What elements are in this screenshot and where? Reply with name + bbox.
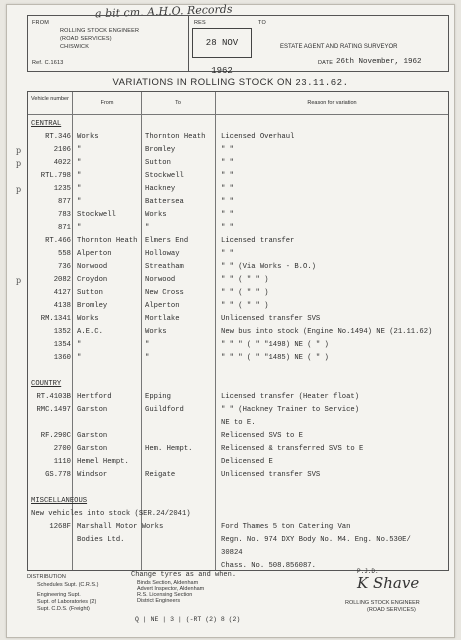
margin-tick: p (16, 276, 22, 285)
footer (27, 568, 447, 632)
reason-cell: New bus into stock (Engine No.1494) NE (21.11.62) (221, 328, 433, 336)
document-page (6, 4, 455, 638)
mid-line: R.S. Licensing Section (137, 592, 193, 598)
to-cell: Holloway (145, 250, 180, 258)
table-row (28, 287, 448, 300)
vehicle-cell: RT.4103B (36, 393, 71, 401)
reason-cell: Relicensed SVS to E (221, 432, 303, 440)
vehicle-cell: CENTRAL (31, 120, 62, 128)
mid-line: Binds Section, Aldenham (137, 580, 199, 586)
table-row (28, 404, 448, 417)
reason-cell: " " (221, 185, 234, 193)
bottom-codes: Q | NE | 3 | (-RT (2) 8 (2) (135, 616, 241, 623)
to-cell: Works (145, 328, 167, 336)
vehicle-cell: 1354 (53, 341, 71, 349)
vehicle-cell: 1268F (49, 523, 71, 531)
date-label: DATE (318, 60, 334, 66)
mid-line: Advert Inspector, Aldenham (137, 586, 205, 592)
reason-cell: Unlicensed transfer SVS (221, 471, 321, 479)
vehicle-cell: 1235 (53, 185, 71, 193)
from-cell: Marshall Motor Works (77, 523, 164, 531)
table-row (28, 365, 448, 378)
from-cell: Hemel Hempt. (77, 458, 129, 466)
reason-cell: " " (221, 250, 234, 258)
reason-cell: Licensed Overhaul (221, 133, 295, 141)
reason-cell: " " (Via Works - B.O.) (221, 263, 316, 271)
from-cell: A.E.C. (77, 328, 103, 336)
from-cell: Garston (77, 432, 108, 440)
to-cell: Hem. Hempt. (145, 445, 193, 453)
vehicle-cell: 2700 (53, 445, 71, 453)
from-cell: " (77, 185, 82, 193)
vehicle-cell: MISCELLANEOUS (31, 497, 88, 505)
to-cell: Norwood (145, 276, 176, 284)
change-note: Change tyres as and when. (131, 571, 237, 579)
vehicle-cell: 2106 (53, 146, 71, 154)
from-cell: " (77, 159, 82, 167)
from-cell: Garston (77, 445, 108, 453)
table-row (28, 443, 448, 456)
reference: Ref. C.1613 (32, 60, 64, 66)
table-row (28, 430, 448, 443)
table-row (28, 482, 448, 495)
table-row (28, 313, 448, 326)
margin-tick: p (16, 185, 22, 194)
table-row (28, 235, 448, 248)
table-row (28, 248, 448, 261)
margin-tick: p (16, 159, 22, 168)
table-row (28, 417, 448, 430)
reason-cell: " " ( " " ) (221, 276, 269, 284)
to-cell: Mortlake (145, 315, 180, 323)
from-cell: Windsor (77, 471, 108, 479)
from-line-1: ROLLING STOCK ENGINEER (60, 28, 140, 34)
to-label: TO (258, 20, 266, 26)
table-row (28, 456, 448, 469)
vehicle-cell: 4138 (53, 302, 71, 310)
from-cell: " (77, 198, 82, 206)
col-vehicle: Vehicle number (31, 96, 69, 102)
vehicle-cell: 736 (58, 263, 71, 271)
received-stamp: 28 NOV 1962 (192, 28, 252, 58)
vehicle-cell: 871 (58, 224, 71, 232)
reason-cell: Licensed transfer (221, 237, 295, 245)
reason-cell: " " " ( " "1498) NE ( " ) (221, 341, 329, 349)
section-heading-row (28, 495, 448, 508)
vehicle-cell: GS.778 (45, 471, 71, 479)
to-cell: Elmers End (145, 237, 189, 245)
from-cell: " (77, 172, 82, 180)
from-line-3: CHISWICK (60, 44, 90, 50)
table-row (16, 157, 448, 170)
to-cell: Battersea (145, 198, 184, 206)
reason-cell: " " " ( " "1485) NE ( " ) (221, 354, 329, 362)
to-cell: Hackney (145, 185, 176, 193)
to-cell: Works (145, 211, 167, 219)
margin-tick: p (16, 146, 22, 155)
signatory-line-2: (ROAD SERVICES) (367, 607, 416, 613)
from-cell: Stockwell (77, 211, 116, 219)
vehicle-cell: 1352 (53, 328, 71, 336)
reason-cell: 30824 (221, 549, 243, 557)
table-row (28, 352, 448, 365)
to-cell: Guildford (145, 406, 184, 414)
vehicle-cell: RF.290C (40, 432, 71, 440)
from-cell: Garston (77, 406, 108, 414)
table-row (28, 508, 448, 521)
reason-cell: Unlicensed transfer SVS (221, 315, 321, 323)
table-row (16, 183, 448, 196)
reason-cell: Ford Thames 5 ton Catering Van (221, 523, 351, 531)
vehicle-cell: 877 (58, 198, 71, 206)
to-cell: " (145, 354, 150, 362)
from-cell: Works (77, 315, 99, 323)
signatory-line-1: ROLLING STOCK ENGINEER (345, 600, 420, 606)
dist-line: Schedules Supt. (C.R.S.) (37, 582, 99, 588)
col-reason: Reason for variation (307, 100, 357, 106)
table-row (28, 547, 448, 560)
table-row (28, 469, 448, 482)
vehicle-cell: COUNTRY (31, 380, 62, 388)
reason-cell: " " (221, 198, 234, 206)
to-cell: Stockwell (145, 172, 184, 180)
section-heading-row (28, 378, 448, 391)
table-row (28, 209, 448, 222)
vehicle-cell: 4022 (53, 159, 71, 167)
vehicle-cell: RMC.1497 (36, 406, 71, 414)
from-cell: Sutton (77, 289, 103, 297)
variations-table (16, 91, 449, 571)
title-text: VARIATIONS IN ROLLING STOCK ON (112, 77, 293, 88)
vehicle-cell: New vehicles into stock (SER.24/2041) (31, 510, 191, 518)
table-row (28, 261, 448, 274)
from-cell: Hertford (77, 393, 112, 401)
vehicle-cell: RM.1341 (40, 315, 71, 323)
reason-cell: " " ( " " ) (221, 302, 269, 310)
from-cell: Thornton Heath (77, 237, 138, 245)
vehicle-cell: 4127 (53, 289, 71, 297)
to-cell: Alperton (145, 302, 180, 310)
reason-cell: Relicensed & transferred SVS to E (221, 445, 364, 453)
table-row (28, 196, 448, 209)
from-cell: Bromley (77, 302, 108, 310)
to-cell: Epping (145, 393, 171, 401)
reason-cell: " " (Hackney Trainer to Service) (221, 406, 360, 414)
from-cell: " (77, 354, 82, 362)
table-row (28, 391, 448, 404)
table-row (28, 521, 448, 534)
from-cell: " (77, 146, 82, 154)
from-cell: Works (77, 133, 99, 141)
from-block (28, 16, 189, 71)
page-title (7, 77, 454, 88)
from-line-2: (ROAD SERVICES) (60, 36, 112, 42)
vehicle-cell: 558 (58, 250, 71, 258)
dist-line: Supt. of Laboratories (2) (37, 599, 97, 605)
reason-cell: " " (221, 172, 234, 180)
vehicle-cell: 2082 (53, 276, 71, 284)
to-cell: Reigate (145, 471, 176, 479)
reason-cell: Regn. No. 974 DXY Body No. M4. Eng. No.530E/ (221, 536, 411, 544)
to-cell: Thornton Heath (145, 133, 206, 141)
distribution-label: DISTRIBUTION (27, 574, 66, 580)
to-cell: Bromley (145, 146, 176, 154)
to-cell: " (145, 224, 150, 232)
to-cell: Streatham (145, 263, 184, 271)
reason-cell: " " (221, 159, 234, 167)
memo-header (27, 15, 449, 76)
reason-cell: Delicensed E (221, 458, 273, 466)
mid-line: District Engineers (137, 598, 181, 604)
title-date: 23.11.62. (295, 78, 349, 88)
table-row (28, 326, 448, 339)
reason-cell: " " (221, 211, 234, 219)
dist-line: Supt. C.D.S. (Freight) (37, 606, 90, 612)
section-heading-row (28, 118, 448, 131)
from-cell: " (77, 224, 82, 232)
vehicle-cell: 1110 (53, 458, 71, 466)
vehicle-cell: 1360 (53, 354, 71, 362)
table-row (28, 222, 448, 235)
memo-date: 26th November, 1962 (336, 58, 422, 66)
reason-cell: " " ( " " ) (221, 289, 269, 297)
reason-cell: Licensed transfer (Heater float) (221, 393, 360, 401)
reason-cell: " " (221, 146, 234, 154)
vehicle-cell: RT.346 (45, 133, 71, 141)
stamp-label: RES (194, 20, 206, 26)
to-cell: New Cross (145, 289, 184, 297)
reason-cell: " " (221, 224, 234, 232)
from-cell: " (77, 341, 82, 349)
vehicle-cell: RTL.798 (40, 172, 71, 180)
initials: P.J.D. (357, 568, 379, 575)
to-cell: Sutton (145, 159, 171, 167)
col-from: From (100, 100, 114, 106)
handwritten-note: a bit cm. A.H.O. Records (94, 2, 233, 21)
table-row (28, 534, 448, 547)
from-label: FROM (32, 20, 49, 26)
reason-cell: Chass. No. 508.856087. (221, 562, 316, 570)
table-row (28, 300, 448, 313)
table-row (16, 274, 448, 287)
table-row (16, 144, 448, 157)
from-cell: Norwood (77, 263, 108, 271)
table-row (28, 339, 448, 352)
recipient: ESTATE AGENT AND RATING SURVEYOR (280, 44, 398, 50)
from-cell: Croydon (77, 276, 108, 284)
signature: K Shave (357, 574, 420, 592)
col-to: To (175, 100, 181, 106)
from-cell: Bodies Ltd. (77, 536, 125, 544)
from-cell: Alperton (77, 250, 112, 258)
reason-cell: NE to E. (221, 419, 256, 427)
table-row (28, 170, 448, 183)
dist-line: Engineering Supt. (37, 592, 81, 598)
vehicle-cell: 783 (58, 211, 71, 219)
to-cell: " (145, 341, 150, 349)
table-row (28, 131, 448, 144)
vehicle-cell: RT.466 (45, 237, 71, 245)
